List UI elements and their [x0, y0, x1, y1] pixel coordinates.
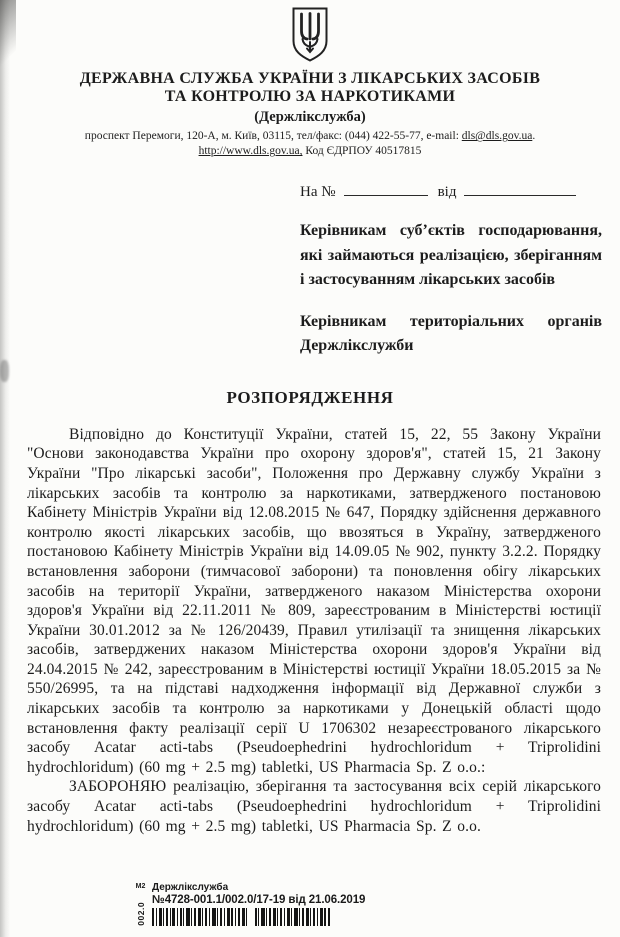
contact-line-2: [0, 144, 620, 159]
org-short-name: (Держлікслужба): [254, 109, 366, 126]
paragraph-legal-basis: Відповідно до Конституції України, статей 15, 22, 55 Закону України "Основи законодавства України про охорону здоров'я", статей 15, 21 Закону України "Про лікарські засоби", Положення про Державну службу України з лікарських засобів та контролю за наркотиками, затвердженого постановою Кабінету Міністрів України від 12.08.2015 № 647, Порядку здійснення державного контролю якості лікарських засобів, що ввозяться в Україну, затвердженого постановою Кабінету Міністрів України від 14.09.05 № 902, пункту 3.2.2. Порядку встановлення заборони (тимчасової заборони) та поновлення обігу лікарських засобів на території України, затвердженого наказом Міністерства охорони здоров'я України від 22.11.2011 № 809, зареєстрованим в Міністерстві юстиції України 30.01.2012 за № 126/20439, Правил утилізації та знищення лікарських засобів, затверджених наказом Міністерства охорони здоров'я України від 24.04.2015 № 242, зареєстрованим в Міністерстві юстиції України 18.05.2015 за № 550/26995, та на підставі надходження інформації від Державної служби з лікарських засобів та контролю за наркотиками у Донецькій області щодо встановлення факту реалізації серії U 1706302 незареєстрованого лікарського засобу Acatar acti-tabs (Pseudoephedrini hydrochloridum + Triprolidini hydrochloridum) (60 mg + 2.5 mg) tabletki, US Pharmacia Sp. Z o.o.:: [27, 425, 601, 776]
recipients-block: [300, 219, 602, 359]
reference-line: [300, 182, 620, 201]
paragraph-prohibition-order: ЗАБОРОНЯЮ реалізацію, зберігання та застосування всіх серій лікарського засобу Acatar acti-tabs (Pseudoephedrini hydrochloridum + Triprolidini hydrochloridum) (60 mg + 2.5 mg) tabletki, US Pharmacia Sp. Z o.o.: [27, 778, 601, 835]
contact-line-1: [0, 129, 620, 144]
org-name-line1: ДЕРЖАВНА СЛУЖБА УКРАЇНИ З ЛІКАРСЬКИХ ЗАСОБІВ: [79, 70, 541, 87]
letterhead: [0, 0, 620, 159]
recipient-business-entities: Керівникам суб’єктів господарювання, які займаються реалізацією, зберіганням і застосуванням лікарських засобів: [300, 222, 602, 289]
email-link: dls@dls.gov.ua: [461, 130, 533, 143]
org-name-line2: ТА КОНТРОЛЮ ЗА НАРКОТИКАМИ: [164, 88, 456, 105]
vid-date-label: від: [437, 184, 457, 201]
registration-footer: [134, 882, 365, 926]
footer-side-column: [134, 882, 147, 926]
footer-org-name: Держлікслужба: [152, 882, 229, 893]
number-blank-field: [344, 182, 428, 196]
recipient-territorial-bodies: Керівникам територіальних органів Держлікслужби: [300, 312, 602, 355]
document-title: РОЗПОРЯДЖЕННЯ: [226, 387, 394, 407]
footer-main-column: [152, 882, 365, 926]
coat-of-arms-trident-icon: [290, 6, 330, 63]
na-number-label: На №: [300, 184, 336, 201]
footer-doc-number: №4728-001.1/002.0/17-19 від 21.06.2019: [152, 893, 366, 906]
website-link: http://www.dls.gov.ua,: [198, 145, 303, 158]
footer-side-code: 002.0: [135, 901, 146, 926]
date-blank-field: [464, 182, 576, 196]
edrpou-code: Код ЄДРПОУ 40517815: [302, 145, 422, 158]
contact-line1-suffix: .: [532, 130, 536, 143]
contact-address: проспект Перемоги, 120-А, м. Київ, 03115, тел/факс: (044) 422-55-77, e-mail:: [84, 130, 462, 143]
barcode: [152, 908, 330, 926]
scan-edge-blot: [0, 360, 9, 382]
footer-marker: М2: [135, 883, 146, 890]
document-body: [27, 425, 601, 836]
